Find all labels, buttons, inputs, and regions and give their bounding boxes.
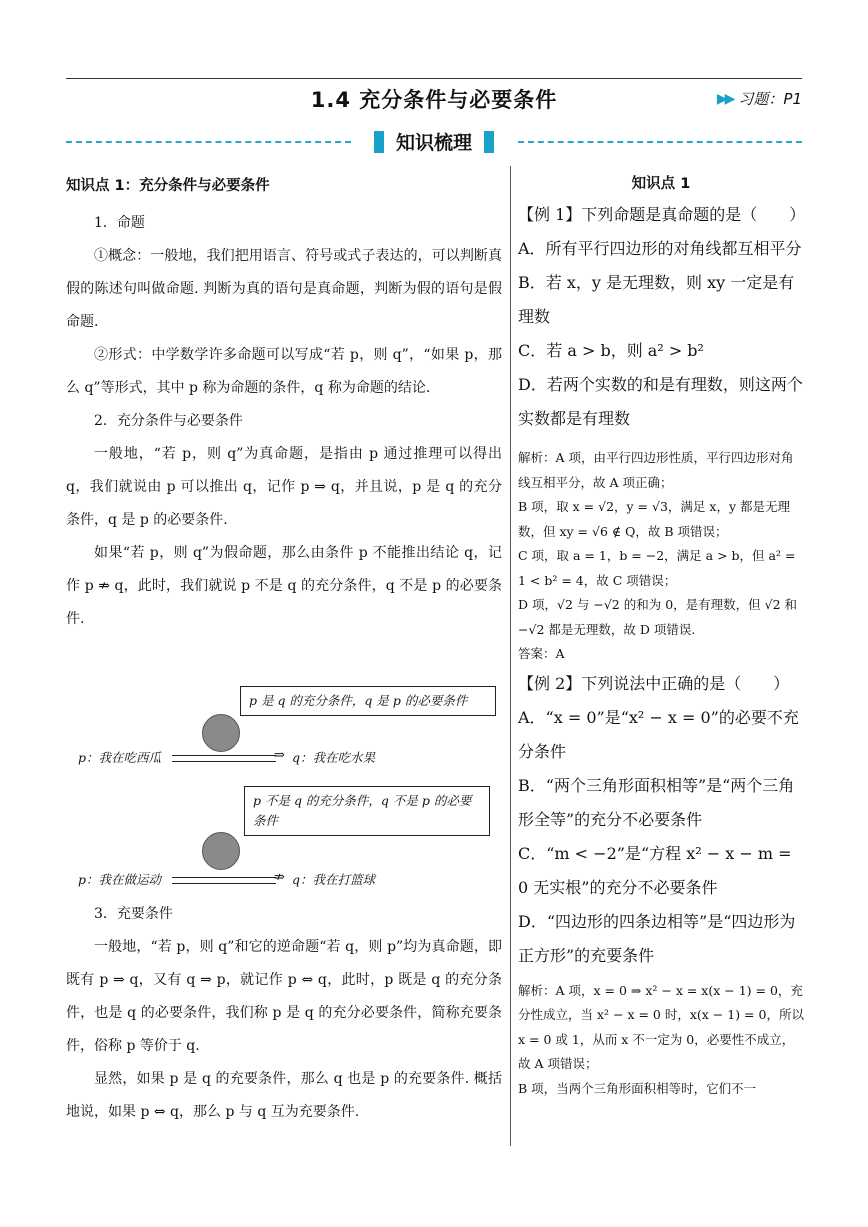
ex1-solution-d: D 项，√2 与 −√2 的和为 0，是有理数，但 √2 和 −√2 都是无理数，故 D 项错误. (518, 597, 798, 637)
ex1-answer: 答案：A (518, 646, 565, 661)
header-rule (66, 78, 802, 79)
s2-not-sufficient: 如果“若 p，则 q”为假命题，那么由条件 p 不能推出结论 q，记作 p ⇏ q，此时，我们就说 p 不是 q 的充分条件，q 不是 p 的必要条件. (66, 545, 502, 627)
s1-form: ②形式：中学数学许多命题可以写成“若 p，则 q”，“如果 p，那么 q”等形式，其中 p 称为命题的条件，q 称为命题的结论. (66, 347, 502, 396)
s3-iff: 一般地，“若 p，则 q”和它的逆命题“若 q，则 p”均为真命题，即既有 p ⇒ q，又有 q ⇒ p，就记作 p ⇔ q，此时，p 既是 q 的充分条件，也是 q 的必要条件，我们称 p 是 q 的充分必要条件，简称充要条件，俗称 p 等价于 q. (66, 939, 502, 1054)
arrowhead-icon: ⇒ (274, 748, 285, 763)
not-implies-icon: ⇏ (274, 870, 285, 885)
s3-title: 3．充要条件 (94, 906, 173, 922)
page-title: 1.4 充分条件与必要条件 (310, 88, 558, 112)
right-column (518, 170, 804, 1101)
s1-title: 1．命题 (94, 215, 145, 231)
ex2-option-b: B．“两个三角形面积相等”是“两个三角形全等”的充分不必要条件 (518, 775, 795, 829)
double-arrow-icon: ▶▶ (716, 90, 733, 107)
ex2-option-c: C．“m < −2”是“方程 x² − x − m = 0 无实根”的充分不必要条件 (518, 843, 792, 897)
diagram2-q-label: q：我在打篮球 (292, 872, 376, 887)
ex1-option-d: D．若两个实数的和是有理数，则这两个实数都是有理数 (518, 375, 803, 428)
section-bar-right (484, 131, 494, 153)
s2-sufficient: 一般地，“若 p，则 q”为真命题，是指由 p 通过推理可以得出 q，我们就说由 p 可以推出 q，记作 p ⇒ q，并且说，p 是 q 的充分条件，q 是 p 的必要条件. (66, 446, 502, 528)
kp-ref: 知识点 1 (631, 176, 691, 192)
s2-title: 2．充分条件与必要条件 (94, 413, 243, 429)
ex2-option-d: D．“四边形的四条边相等”是“四边形为正方形”的充要条件 (518, 911, 796, 965)
diagram-not-sufficient (78, 786, 498, 890)
ex1-stem: 【例 1】下列命题是真命题的是（ ） (518, 205, 806, 224)
silenced-face-icon (202, 832, 240, 870)
column-divider (510, 166, 511, 1146)
ex1-solution-c: C 项，取 a = 1，b = −2，满足 a > b，但 a² = 1 < b² = 4，故 C 项错误； (518, 548, 796, 588)
exercise-reference (717, 88, 802, 109)
section-bar-left (374, 131, 384, 153)
diagram-sufficient (78, 686, 498, 768)
s3-mutual: 显然，如果 p 是 q 的充要条件，那么 q 也是 p 的充要条件. 概括地说，如果 p ⇔ q，那么 p 与 q 互为充要条件. (66, 1071, 502, 1120)
kp-title: 知识点 1：充分条件与必要条件 (66, 178, 270, 194)
diagram1-bubble: p 是 q 的充分条件，q 是 p 的必要条件 (240, 686, 496, 716)
ex1-solution-a: 解析：A 项，由平行四边形性质，平行四边形对角线互相平分，故 A 项正确； (518, 450, 794, 490)
not-implies-arrow (172, 877, 276, 884)
ex2-stem: 【例 2】下列说法中正确的是（ ） (518, 673, 790, 693)
section-title: 知识梳理 (395, 132, 472, 154)
ex1-option-a: A．所有平行四边形的对角线都互相平分 (518, 239, 802, 258)
diagram1-q-label: q：我在吃水果 (292, 750, 376, 765)
ex1-option-c: C．若 a > b，则 a² > b² (518, 341, 704, 360)
left-column (66, 170, 502, 636)
diagram1-p-label: p：我在吃西瓜 (78, 750, 162, 765)
section-heading (0, 128, 868, 155)
left-column-cont (66, 898, 502, 1129)
s1-concept: ①概念：一般地，我们把用语言、符号或式子表达的，可以判断真假的陈述句叫做命题. 判断为真的语句是真命题，判断为假的语句是假命题. (66, 248, 502, 330)
ex1-option-b: B．若 x，y 是无理数，则 xy 一定是有理数 (518, 273, 795, 326)
ex1-solution-b: B 项，取 x = √2，y = √3，满足 x，y 都是无理数，但 xy = √6 ∉ Q，故 B 项错误； (518, 499, 790, 539)
ex2-solution-b: B 项，当两个三角形面积相等时，它们不一 (518, 1080, 757, 1096)
smiling-face-icon (202, 714, 240, 752)
ex2-option-a: A．“x = 0”是“x² − x = 0”的必要不充分条件 (518, 707, 799, 761)
ex2-solution-a: 解析：A 项，x = 0 ⇒ x² − x = x(x − 1) = 0，充分性成立，当 x² − x = 0 时，x(x − 1) = 0，所以 x = 0 或 1，从而 x 不一定为 0，必要性不成立，故 A 项错误； (518, 982, 804, 1071)
implies-arrow (172, 755, 276, 762)
exercise-ref-label: 习题：P1 (738, 90, 802, 108)
diagram2-p-label: p：我在做运动 (78, 872, 162, 887)
diagram2-bubble: p 不是 q 的充分条件，q 不是 p 的必要条件 (244, 786, 490, 836)
